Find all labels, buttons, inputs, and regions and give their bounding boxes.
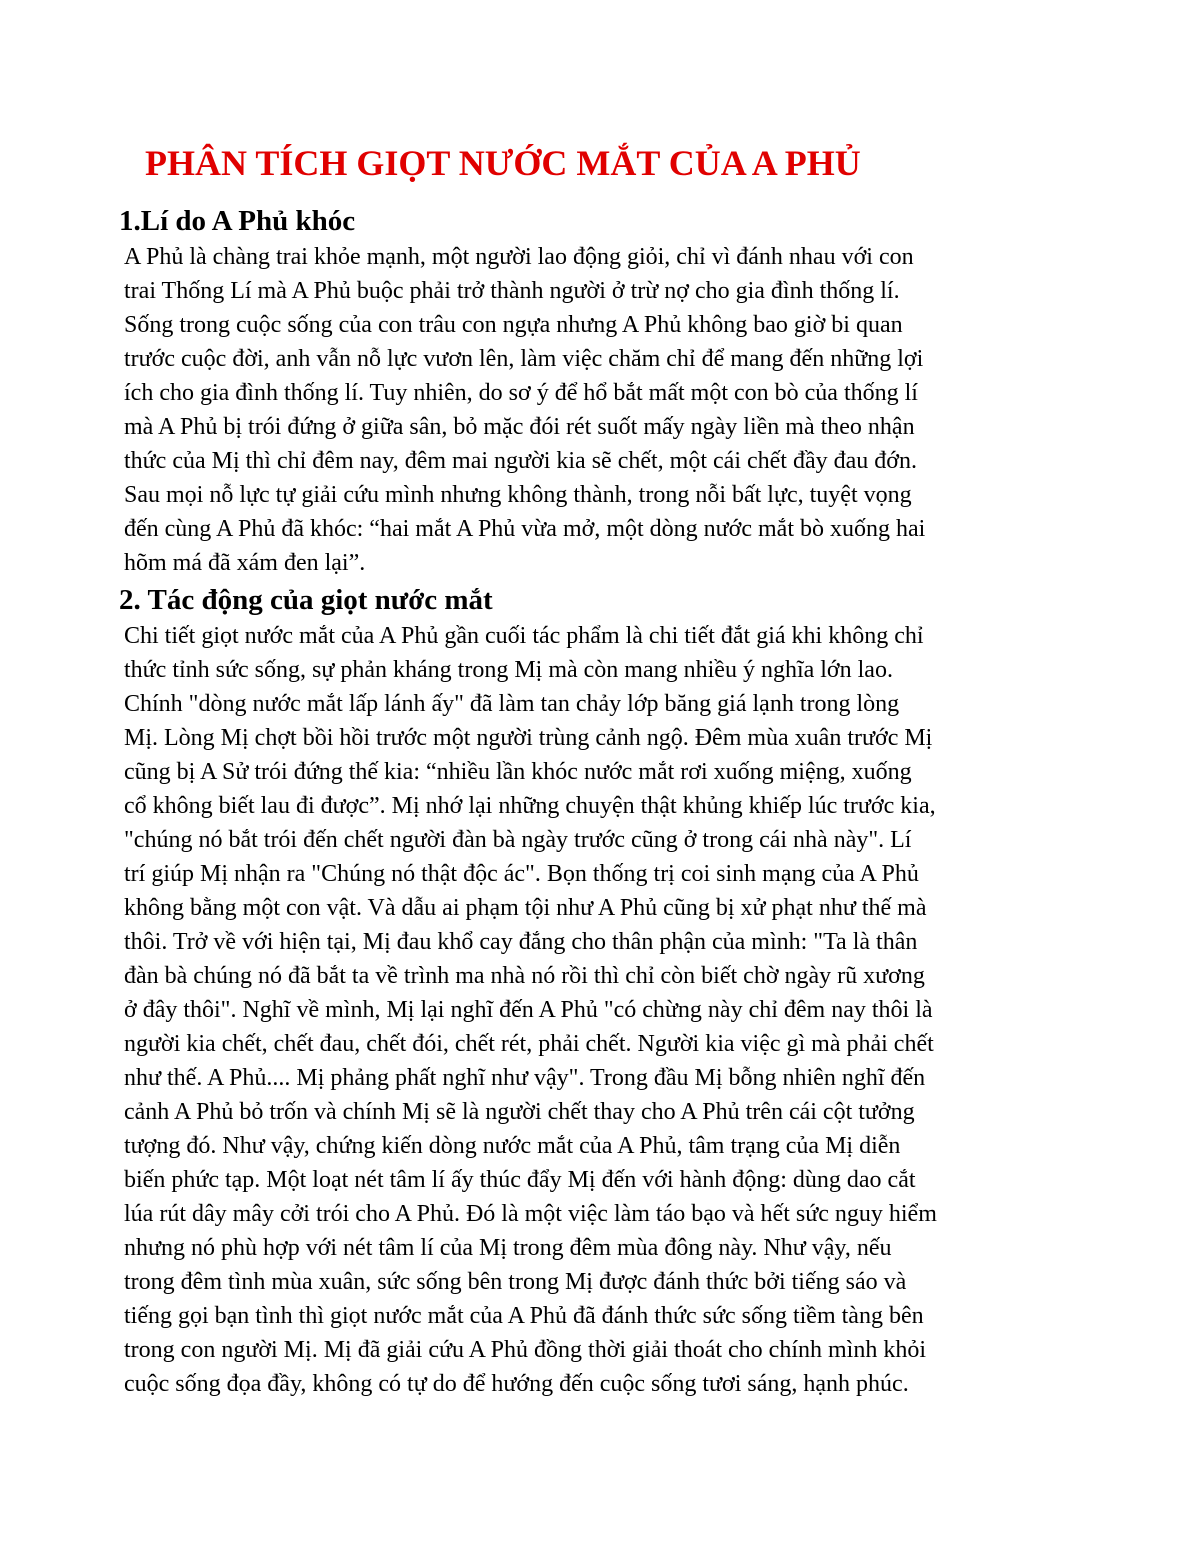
- section-paragraph-1: [124, 240, 925, 580]
- paragraph-line: như thế. A Phủ.... Mị phảng phất nghĩ như vậy". Trong đầu Mị bỗng nhiên nghĩ đến: [124, 1065, 926, 1091]
- paragraph-line: "chúng nó bắt trói đến chết người đàn bà ngày trước cũng ở trong cái nhà này". Lí: [124, 827, 912, 853]
- paragraph-line: thôi. Trở về với hiện tại, Mị đau khổ cay đắng cho thân phận của mình: "Ta là thân: [124, 929, 918, 955]
- paragraph-line: hõm má đã xám đen lại”.: [124, 550, 366, 576]
- paragraph-line: Sống trong cuộc sống của con trâu con ngựa nhưng A Phủ không bao giờ bi quan: [124, 312, 903, 338]
- paragraph-line: tượng đó. Như vậy, chứng kiến dòng nước mắt của A Phủ, tâm trạng của Mị diễn: [124, 1133, 901, 1159]
- section-heading-1: 1.Lí do A Phủ khóc: [119, 205, 356, 237]
- paragraph-line: trong con người Mị. Mị đã giải cứu A Phủ đồng thời giải thoát cho chính mình khỏi: [124, 1337, 927, 1363]
- paragraph-line: cảnh A Phủ bỏ trốn và chính Mị sẽ là người chết thay cho A Phủ trên cái cột tưởng: [124, 1099, 915, 1125]
- paragraph-line: cuộc sống đọa đầy, không có tự do để hướng đến cuộc sống tươi sáng, hạnh phúc.: [124, 1371, 909, 1397]
- paragraph-line: tiếng gọi bạn tình thì giọt nước mắt của A Phủ đã đánh thức sức sống tiềm tàng bên: [124, 1303, 924, 1329]
- paragraph-line: lúa rút dây mây cởi trói cho A Phủ. Đó là một việc làm táo bạo và hết sức nguy hiểm: [124, 1201, 937, 1227]
- paragraph-line: đàn bà chúng nó đã bắt ta về trình ma nhà nó rồi thì chỉ còn biết chờ ngày rũ xương: [124, 963, 925, 989]
- paragraph-line: trong đêm tình mùa xuân, sức sống bên trong Mị được đánh thức bởi tiếng sáo và: [124, 1269, 907, 1295]
- section-paragraph-2: [124, 619, 937, 1401]
- paragraph-line: cổ không biết lau đi được”. Mị nhớ lại những chuyện thật khủng khiếp lúc trước kia,: [124, 793, 936, 819]
- paragraph-line: thức của Mị thì chỉ đêm nay, đêm mai người kia sẽ chết, một cái chết đầy đau đớn.: [124, 448, 917, 474]
- paragraph-line: cũng bị A Sử trói đứng thế kia: “nhiều lần khóc nước mắt rơi xuống miệng, xuống: [124, 759, 912, 785]
- paragraph-line: đến cùng A Phủ đã khóc: “hai mắt A Phủ vừa mở, một dòng nước mắt bò xuống hai: [124, 516, 926, 542]
- paragraph-line: Mị. Lòng Mị chợt bồi hồi trước một người trùng cảnh ngộ. Đêm mùa xuân trước Mị: [124, 725, 933, 751]
- paragraph-line: Sau mọi nỗ lực tự giải cứu mình nhưng không thành, trong nỗi bất lực, tuyệt vọng: [124, 482, 912, 508]
- paragraph-line: thức tỉnh sức sống, sự phản kháng trong Mị mà còn mang nhiều ý nghĩa lớn lao.: [124, 657, 893, 683]
- paragraph-line: Chính "dòng nước mắt lấp lánh ấy" đã làm tan chảy lớp băng giá lạnh trong lòng: [124, 691, 900, 717]
- paragraph-line: không bằng một con vật. Và dẫu ai phạm tội như A Phủ cũng bị xử phạt như thế mà: [124, 895, 927, 921]
- paragraph-line: Chi tiết giọt nước mắt của A Phủ gần cuối tác phẩm là chi tiết đắt giá khi không chỉ: [124, 623, 924, 649]
- paragraph-line: ở đây thôi". Nghĩ về mình, Mị lại nghĩ đến A Phủ "có chừng này chỉ đêm nay thôi là: [124, 997, 933, 1023]
- paragraph-line: nhưng nó phù hợp với nét tâm lí của Mị trong đêm mùa đông này. Như vậy, nếu: [124, 1235, 892, 1261]
- paragraph-line: trí giúp Mị nhận ra "Chúng nó thật độc ác". Bọn thống trị coi sinh mạng của A Phủ: [124, 861, 919, 887]
- document-title: PHÂN TÍCH GIỌT NƯỚC MẮT CỦA A PHỦ: [145, 143, 861, 183]
- paragraph-line: ích cho gia đình thống lí. Tuy nhiên, do sơ ý để hổ bắt mất một con bò của thống lí: [124, 380, 918, 406]
- paragraph-line: mà A Phủ bị trói đứng ở giữa sân, bỏ mặc đói rét suốt mấy ngày liền mà theo nhận: [124, 414, 915, 440]
- section-heading-2: 2. Tác động của giọt nước mắt: [119, 584, 493, 616]
- paragraph-line: trai Thống Lí mà A Phủ buộc phải trở thành người ở trừ nợ cho gia đình thống lí.: [124, 278, 900, 304]
- paragraph-line: biến phức tạp. Một loạt nét tâm lí ấy thúc đẩy Mị đến với hành động: dùng dao cắt: [124, 1167, 916, 1193]
- paragraph-line: người kia chết, chết đau, chết đói, chết rét, phải chết. Người kia việc gì mà phải chết: [124, 1031, 934, 1057]
- paragraph-line: trước cuộc đời, anh vẫn nỗ lực vươn lên, làm việc chăm chỉ để mang đến những lợi: [124, 346, 924, 372]
- paragraph-line: A Phủ là chàng trai khỏe mạnh, một người lao động giỏi, chỉ vì đánh nhau với con: [124, 244, 914, 270]
